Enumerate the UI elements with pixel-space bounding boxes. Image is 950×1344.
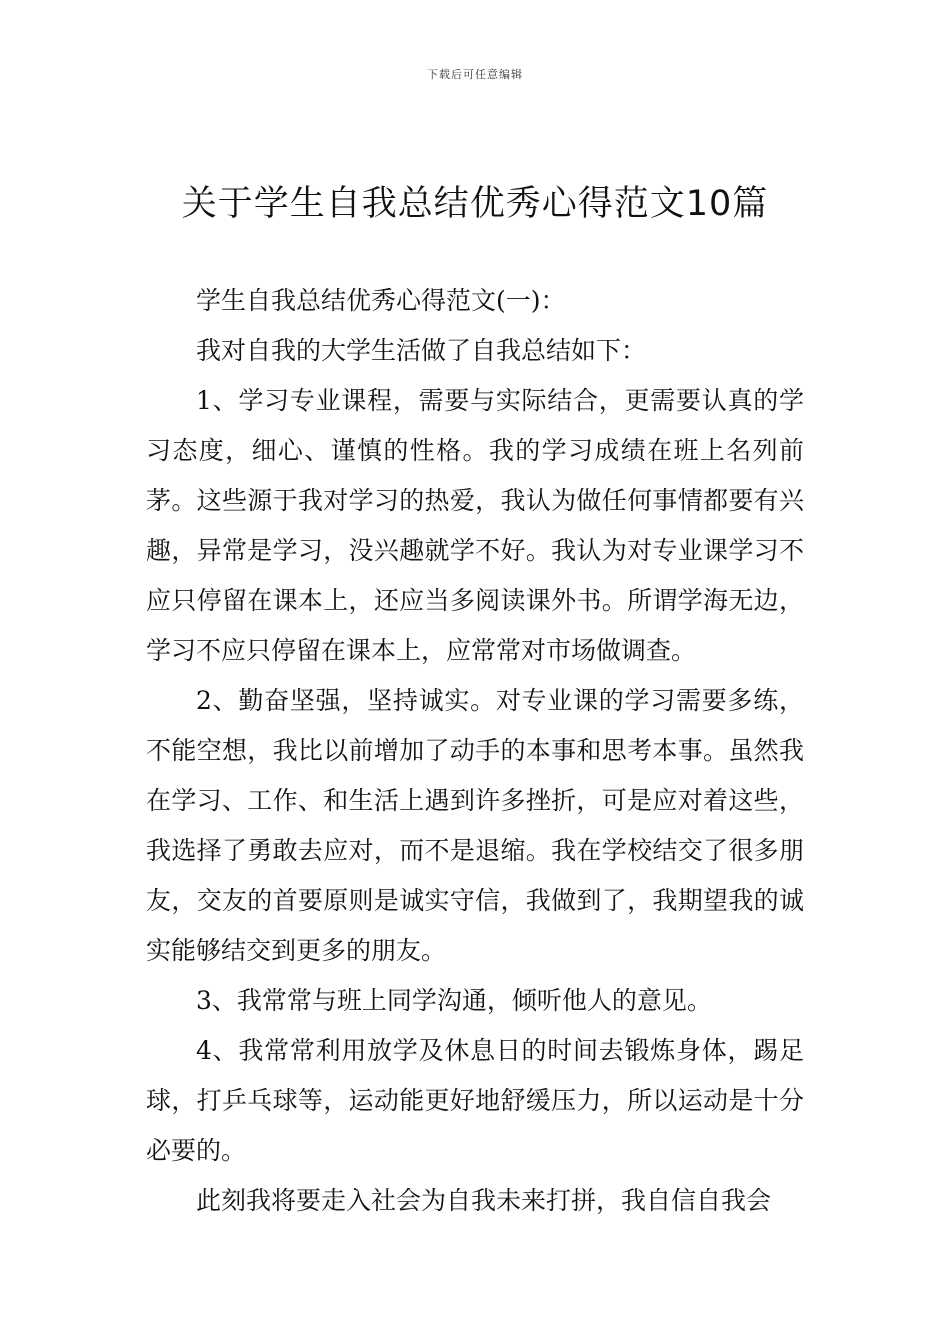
- header-note: 下载后可任意编辑: [427, 68, 523, 81]
- document-title: 关于学生自我总结优秀心得范文10篇: [181, 184, 769, 224]
- paragraph-point-4: 4、我常常利用放学及休息日的时间去锻炼身体，踢足球，打乒乓球等，运动能更好地舒缓压力，所以运动是十分必要的。: [146, 1036, 804, 1165]
- paragraph-closing: 此刻我将要走入社会为自我未来打拼，我自信自我会: [196, 1186, 772, 1215]
- paragraph-subtitle: 学生自我总结优秀心得范文(一)：: [196, 286, 566, 315]
- paragraph-intro: 我对自我的大学生活做了自我总结如下：: [196, 336, 647, 365]
- paragraph-point-2: 2、勤奋坚强，坚持诚实。对专业课的学习需要多练，不能空想，我比以前增加了动手的本事和思考本事。虽然我在学习、工作、和生活上遇到许多挫折，可是应对着这些，我选择了勇敢去应对，而不是退缩。我在学校结交了很多朋友，交友的首要原则是诚实守信，我做到了，我期望我的诚实能够结交到更多的朋友。: [146, 686, 804, 965]
- document-body: [146, 276, 804, 1226]
- paragraph-point-3: 3、我常常与班上同学沟通，倾听他人的意见。: [196, 986, 712, 1015]
- paragraph-point-1: 1、学习专业课程，需要与实际结合，更需要认真的学习态度，细心、谨慎的性格。我的学习成绩在班上名列前茅。这些源于我对学习的热爱，我认为做任何事情都要有兴趣，异常是学习，没兴趣就学不好。我认为对专业课学习不应只停留在课本上，还应当多阅读课外书。所谓学海无边，学习不应只停留在课本上，应常常对市场做调查。: [146, 386, 804, 665]
